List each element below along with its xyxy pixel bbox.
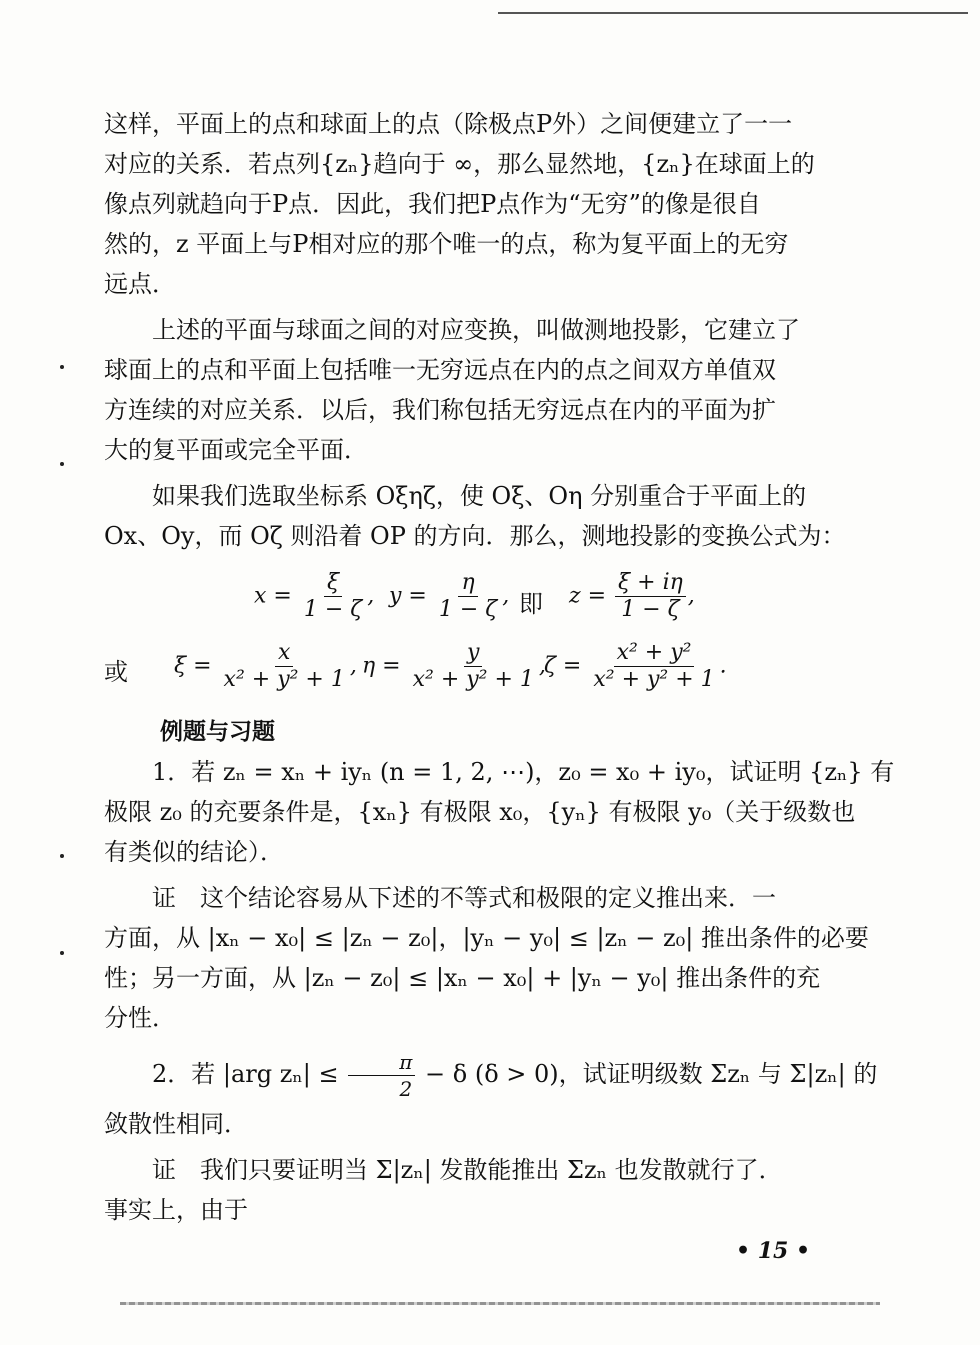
proof-1 — [104, 878, 869, 1038]
section-heading: 例题与习题 — [160, 718, 275, 745]
fraction-numerator: η — [458, 570, 477, 597]
text-line: 性；另一方面，从 |zₙ − z₀| ≤ |xₙ − x₀| + |yₙ − y₀| 推出条件的充 — [104, 964, 821, 992]
text-line: 然的，z 平面上与P相对应的那个唯一的点，称为复平面上的无穷 — [104, 230, 789, 258]
page-number: • 15 • — [736, 1238, 811, 1264]
fraction-denominator: 1 − ζ — [438, 597, 498, 622]
text-line: 证 这个结论容易从下述的不等式和极限的定义推出来．一 — [152, 884, 776, 912]
proof-2 — [104, 1150, 828, 1230]
formula-word: 即 — [519, 590, 543, 618]
text-line: 球面上的点和平面上包括唯一无穷远点在内的点之间双方单值双 — [104, 356, 776, 384]
fraction-numerator: ξ — [324, 570, 342, 597]
fraction-numerator: π — [348, 1049, 415, 1076]
page-body — [104, 104, 895, 1236]
problem-1 — [104, 752, 895, 872]
margin-dot — [60, 854, 64, 858]
margin-dot — [60, 951, 64, 955]
text-line: 事实上，由于 — [104, 1196, 248, 1224]
text-line: 方连续的对应关系．以后，我们称包括无穷远点在内的平面为扩 — [104, 396, 776, 424]
paragraph-2 — [104, 310, 828, 470]
problem-2 — [104, 1044, 878, 1144]
top-rule — [498, 12, 968, 14]
formula-term: z = — [569, 583, 607, 609]
fraction-denominator: x² + y² + 1 — [412, 667, 534, 692]
formula-inverse: 或 ξ = $\frac{x}{\text{x² + y² + 1}}$ , η = $\frac{y}{\text{x² + y² + 1}}$ , ζ = $\frac{\text{x² + y²}}{\text{x² + y² + 1}}$ . — [104, 640, 727, 692]
text-line: 像点列就趋向于P点．因此，我们把P点作为“无穷”的像是很自 — [104, 190, 761, 218]
fraction-denominator: 1 − ζ — [303, 597, 363, 622]
fraction-denominator: x² + y² + 1 — [223, 667, 345, 692]
problem-text: 2．若 |arg zₙ| ≤ — [152, 1060, 347, 1088]
bottom-scan-rule — [120, 1302, 880, 1305]
text-line — [104, 1044, 878, 1104]
fraction-denominator: x² + y² + 1 — [593, 667, 715, 692]
text-line: 这样，平面上的点和球面上的点（除极点P外）之间便建立了一一 — [104, 110, 793, 138]
text-line: 分性． — [104, 1004, 176, 1032]
text-line: 上述的平面与球面之间的对应变换，叫做测地投影，它建立了 — [152, 316, 800, 344]
formula-word: 或 — [104, 658, 128, 686]
text-line: 1．若 zₙ = xₙ + iyₙ (n = 1, 2, ⋯)，z₀ = x₀ + iy₀，试证明 {zₙ} 有 — [152, 758, 895, 786]
text-line: 极限 z₀ 的充要条件是，{xₙ} 有极限 x₀，{yₙ} 有极限 y₀（关于级数也 — [104, 798, 856, 826]
margin-dot — [60, 365, 64, 369]
formula-term: η = — [362, 653, 401, 679]
text-line: 敛散性相同． — [104, 1110, 248, 1138]
text-line: Ox、Oy，而 Oζ 则沿着 OP 的方向．那么，测地投影的变换公式为： — [104, 522, 846, 550]
fraction-numerator: x — [275, 640, 293, 667]
fraction-numerator: x² + y² — [614, 640, 695, 667]
formula-term: y = — [389, 583, 427, 609]
paragraph-3 — [104, 476, 846, 556]
margin-dot — [60, 462, 64, 466]
fraction-denominator: 1 − ζ — [621, 597, 680, 622]
fraction-numerator: y — [464, 640, 482, 667]
paragraph-1 — [104, 104, 828, 304]
text-line: 远点． — [104, 270, 176, 298]
text-line: 大的复平面或完全平面． — [104, 436, 368, 464]
text-line: 证 我们只要证明当 Σ|zₙ| 发散能推出 Σzₙ 也发散就行了． — [152, 1156, 783, 1184]
formula-term: x = — [254, 583, 292, 609]
text-line: 对应的关系．若点列{zₙ}趋向于 ∞，那么显然地，{zₙ}在球面上的 — [104, 150, 815, 178]
text-line: 如果我们选取坐标系 Oξηζ，使 Oξ、Oη 分别重合于平面上的 — [152, 482, 807, 510]
formula-term: ζ = — [544, 653, 582, 679]
fraction-denominator: 2 — [399, 1077, 413, 1101]
text-line: 方面，从 |xₙ − x₀| ≤ |zₙ − z₀|，|yₙ − y₀| ≤ |zₙ − z₀| 推出条件的必要 — [104, 924, 869, 952]
fraction-numerator: ξ + iη — [615, 570, 686, 597]
problem-text: − δ (δ > 0)，试证明级数 Σzₙ 与 Σ|zₙ| 的 — [417, 1060, 878, 1088]
formula-projection: x = $\frac{\xi}{1 - \zeta}$ , y = $\frac{\eta}{1 - \zeta}$ , 即 z = $\frac{\xi + i\eta}{1 - \zeta}$ , — [254, 570, 695, 622]
text-line: 有类似的结论）． — [104, 838, 284, 866]
formula-term: ξ = — [174, 653, 212, 679]
